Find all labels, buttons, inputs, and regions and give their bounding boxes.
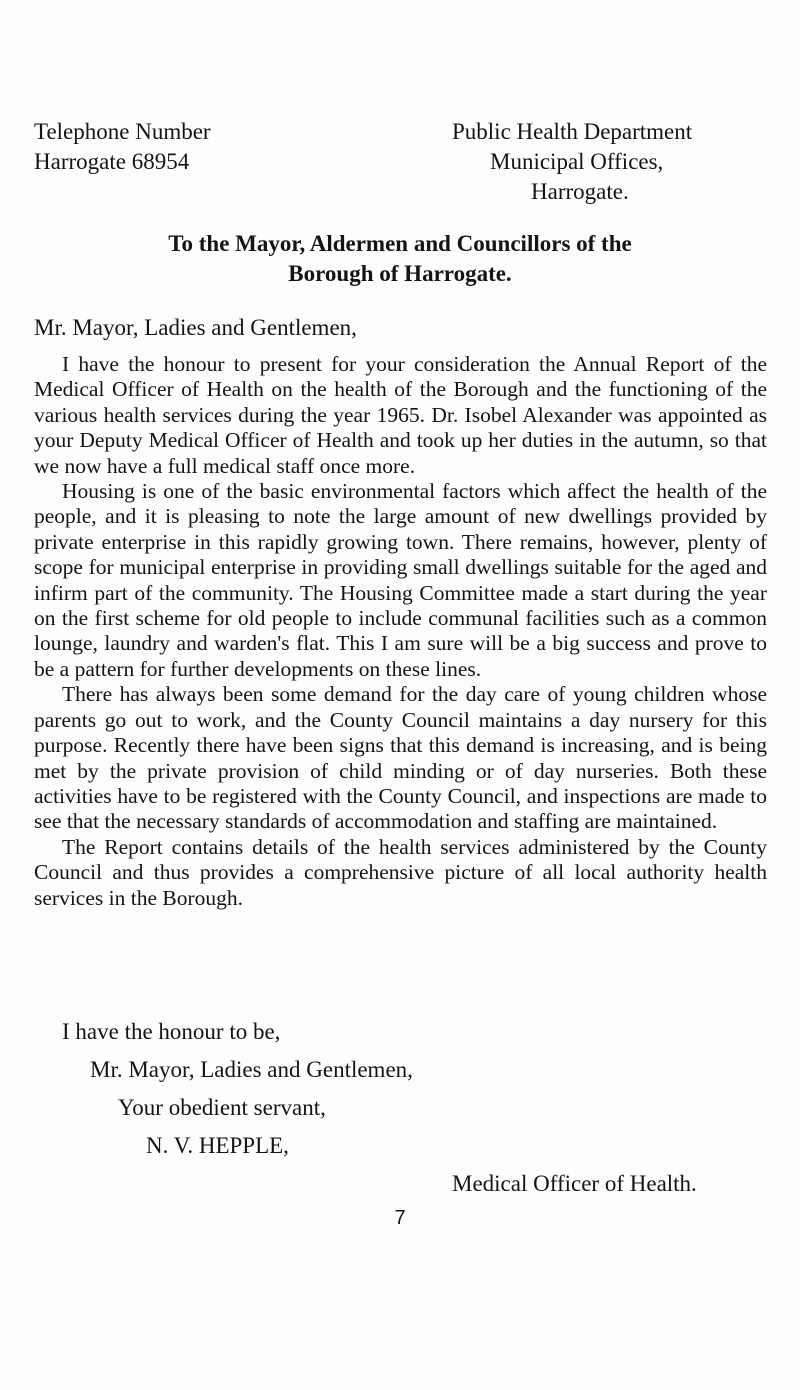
closing-line-3: Your obedient servant, <box>118 1095 326 1120</box>
closing-block <box>0 1013 800 1203</box>
page-number: 7 <box>394 1207 406 1229</box>
addressee-line-2: Borough of Harrogate. <box>288 261 512 286</box>
salutation: Mr. Mayor, Ladies and Gentlemen, <box>34 315 357 340</box>
department-name: Public Health Department <box>452 119 693 144</box>
telephone-number: Harrogate 68954 <box>34 149 190 174</box>
address-block <box>452 117 772 207</box>
paragraph: I have the honour to present for your consideration the Annual Report of the Medical Officer of Health on the health of the Borough and the functioning of the various health services during the year 1965. Dr. Isobel Alexander was appointed as your Deputy Medical Officer of Health and took up her duties in the autumn, so that we now have a full medical staff once more. <box>34 352 767 478</box>
letter-body <box>34 352 767 911</box>
addressee-line-1: To the Mayor, Aldermen and Councillors of the <box>168 231 632 256</box>
closing-line-1: I have the honour to be, <box>62 1019 281 1044</box>
office-name: Municipal Offices, <box>490 149 664 174</box>
telephone-label: Telephone Number <box>34 119 211 144</box>
closing-line-2: Mr. Mayor, Ladies and Gentlemen, <box>90 1057 413 1082</box>
paragraph: There has always been some demand for the day care of young children whose parents go out to work, and the County Council maintains a day nursery for this purpose. Recently there have been signs that this demand is increasing, and is being met by the private provision of child minding or of day nurseries. Both these activities have to be registered with the County Council, and inspections are made to see that the necessary standards of accommodation and staffing are maintained. <box>34 682 767 834</box>
paragraph: The Report contains details of the health services administered by the County Council and thus provides a comprehensive picture of all local authority health services in the Borough. <box>34 834 767 910</box>
signature-title: Medical Officer of Health. <box>452 1171 697 1196</box>
signature-name: N. V. HEPPLE, <box>146 1133 289 1158</box>
telephone-block <box>34 117 211 177</box>
town-name: Harrogate. <box>531 179 629 204</box>
addressee-heading <box>0 229 800 289</box>
paragraph: Housing is one of the basic environmental factors which affect the health of the people, and it is pleasing to note the large amount of new dwellings provided by private enterprise in this rapidly growing town. There remains, however, plenty of scope for municipal enterprise in providing small dwellings suitable for the aged and infirm part of the community. The Housing Committee made a start during the year on the first scheme for old people to include communal facilities such as a common lounge, laundry and warden's flat. This I am sure will be a big success and prove to be a pattern for further developments on these lines. <box>34 479 767 681</box>
